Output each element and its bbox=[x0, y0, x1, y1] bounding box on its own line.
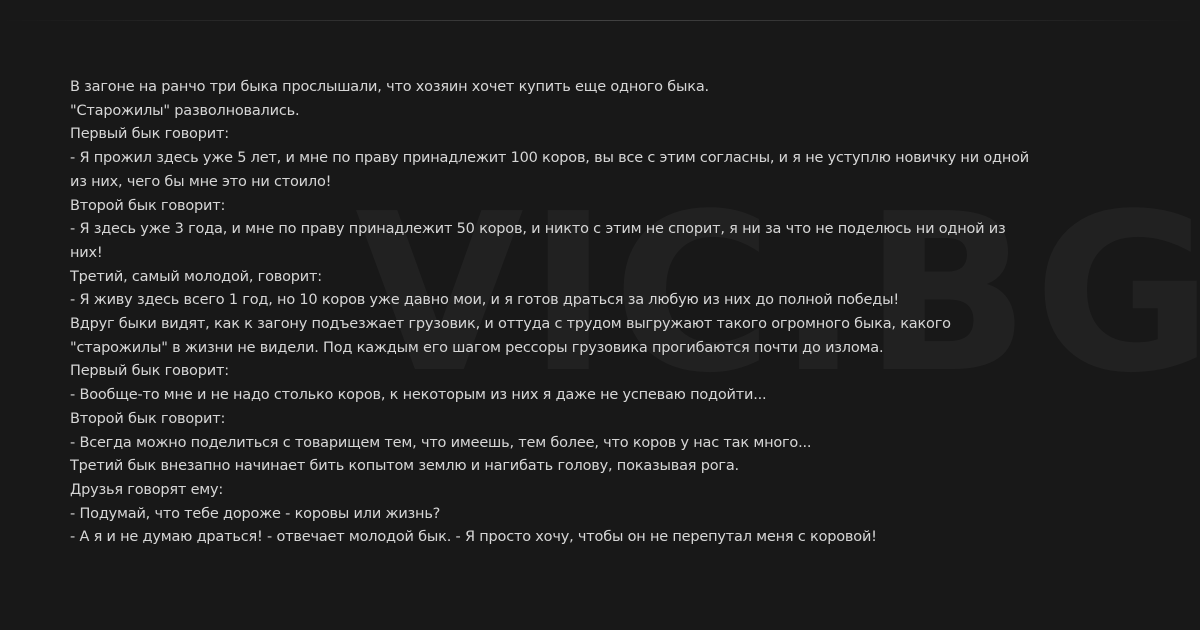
story-line: - Подумай, что тебе дороже - коровы или жизнь? bbox=[70, 505, 441, 522]
story-line: из них, чего бы мне это ни стоило! bbox=[70, 173, 332, 190]
joke-text bbox=[70, 76, 1150, 550]
story-line: Первый бык говорит: bbox=[70, 126, 229, 143]
story-line: - Я здесь уже 3 года, и мне по праву принадлежит 50 коров, и никто с этим не спорит, я ни за что не поделюсь ни одной из bbox=[70, 221, 1006, 238]
story-line: Первый бык говорит: bbox=[70, 363, 229, 380]
story-line: Второй бык говорит: bbox=[70, 197, 226, 214]
story-line: - Я живу здесь всего 1 год, но 10 коров уже давно мои, и я готов драться за любую из них до полной победы! bbox=[70, 292, 899, 309]
story-line: - А я и не думаю драться! - отвечает молодой бык. - Я просто хочу, чтобы он не перепутал меня с коровой! bbox=[70, 529, 877, 546]
story-line: Третий бык внезапно начинает бить копытом землю и нагибать голову, показывая рога. bbox=[70, 458, 739, 475]
story-line: - Вообще-то мне и не надо столько коров, к некоторым из них я даже не успеваю подойти... bbox=[70, 387, 767, 404]
story-line: - Всегда можно поделиться с товарищем тем, что имеешь, тем более, что коров у нас так много... bbox=[70, 434, 812, 451]
story-line: Третий, самый молодой, говорит: bbox=[70, 268, 322, 285]
story-line: Вдруг быки видят, как к загону подъезжает грузовик, и оттуда с трудом выгружают такого огромного быка, какого bbox=[70, 316, 951, 333]
story-line: В загоне на ранчо три быка прослышали, что хозяин хочет купить еще одного быка. bbox=[70, 79, 709, 95]
story-line: "старожилы" в жизни не видели. Под каждым его шагом рессоры грузовика прогибаются почти до излома. bbox=[70, 339, 884, 356]
story-line: - Я прожил здесь уже 5 лет, и мне по праву принадлежит 100 коров, вы все с этим согласны, и я не уступлю новичку ни одной bbox=[70, 150, 1030, 167]
top-divider bbox=[0, 20, 1200, 21]
story-line: Второй бык говорит: bbox=[70, 410, 226, 427]
story-line: "Старожилы" разволновались. bbox=[70, 102, 300, 119]
story-line: них! bbox=[70, 244, 103, 261]
story-line: Друзья говорят ему: bbox=[70, 481, 224, 498]
